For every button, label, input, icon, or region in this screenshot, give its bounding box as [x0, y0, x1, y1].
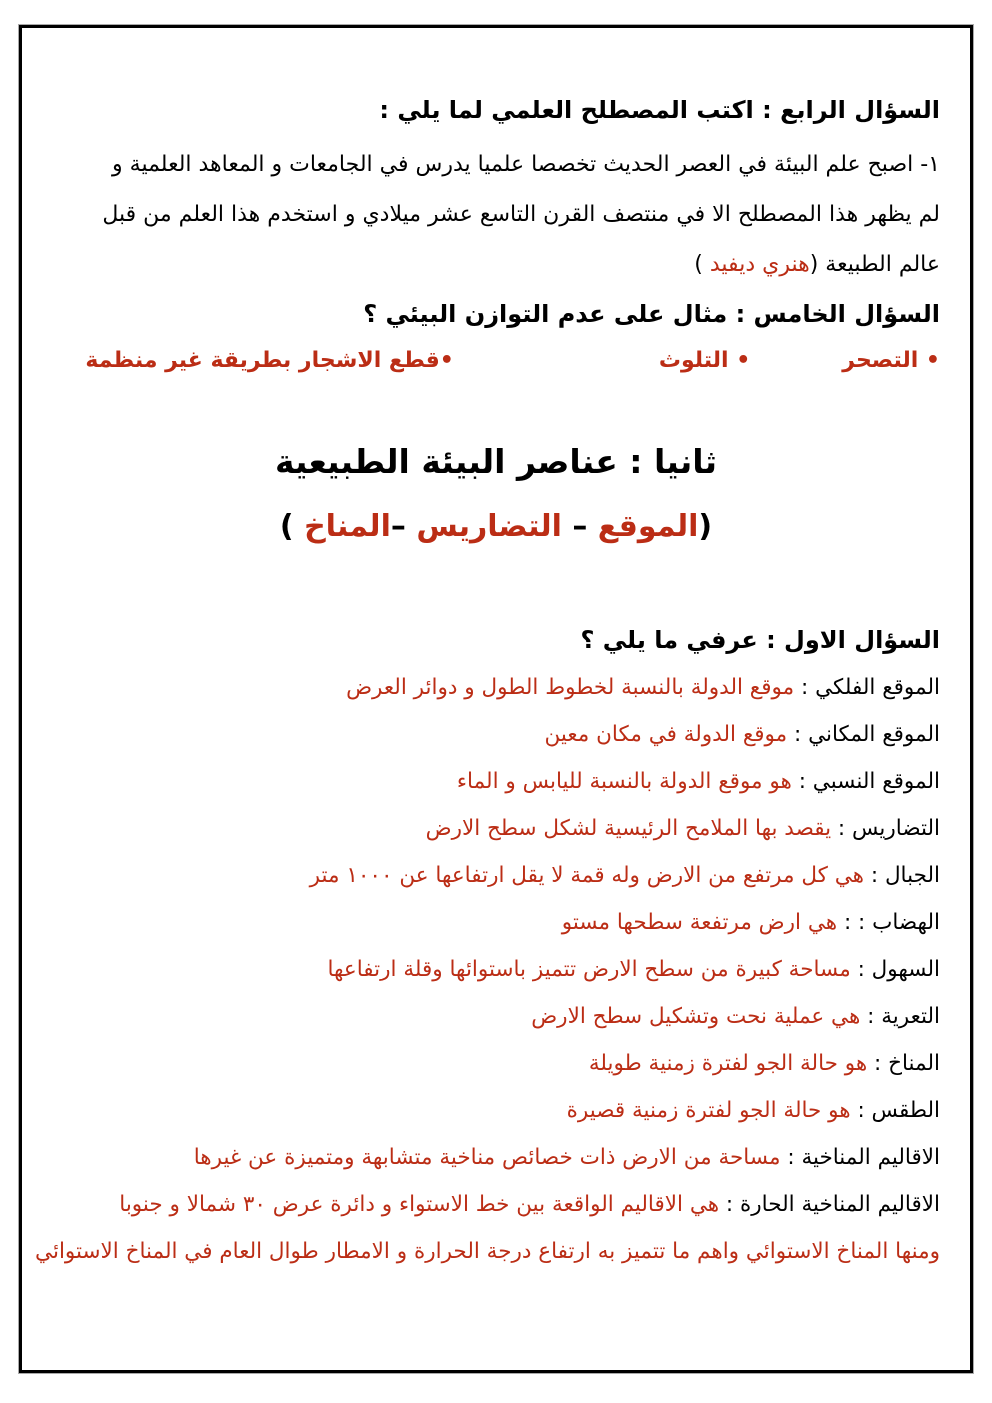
definition-separator: :: [791, 769, 813, 794]
definition-term: الموقع النسبي: [812, 769, 940, 794]
section-title: ثانيا : عناصر البيئة الطبيعية: [274, 442, 718, 481]
question4-body-line-2: لم يظهر هذا المصطلح الا في منتصف القرن التاسع عشر ميلادي و استخدم هذا العلم من قبل: [102, 202, 940, 227]
definition-row-terrain: [52, 805, 940, 852]
definition-separator: :: [850, 957, 872, 982]
question5-heading: السؤال الخامس : مثال على عدم التوازن البيئي ؟: [363, 300, 940, 328]
definition-text: هو حالة الجو لفترة زمنية قصيرة: [566, 1098, 851, 1123]
subtitle-item-location: الموقع: [597, 509, 699, 544]
definition-text: مساحة كبيرة من سطح الارض تتميز باستوائها وقلة ارتفاعها: [327, 957, 851, 982]
definition-text: يقصد بها الملامح الرئيسية لشكل سطح الارض: [425, 816, 832, 841]
definition-continuation-line: ومنها المناخ الاستوائي واهم ما تتميز به ارتفاع درجة الحرارة و الامطار طوال العام في المناخ الاستوائي: [35, 1239, 940, 1264]
answer-prefix: عالم الطبيعة (: [809, 252, 940, 277]
question5-option-deforestation: •قطع الاشجار بطريقة غير منظمة: [85, 348, 454, 373]
definition-text: هي كل مرتفع من الارض وله قمة لا يقل ارتفاعها عن ١٠٠٠ متر: [309, 863, 865, 888]
definition-row-erosion: [52, 993, 940, 1040]
definition-term: التعرية: [881, 1004, 940, 1029]
question4-heading: السؤال الرابع : اكتب المصطلح العلمي لما يلي :: [379, 96, 940, 124]
definition-term: المناخ: [888, 1051, 940, 1076]
definition-text: هو حالة الجو لفترة زمنية طويلة: [588, 1051, 868, 1076]
definition-term: الجبال: [884, 863, 940, 888]
definition-separator: :: [719, 1192, 741, 1217]
definition-separator: : :: [837, 910, 873, 935]
definition-row-climatic-regions: [52, 1134, 940, 1181]
section-subtitle: [52, 500, 940, 554]
definition-separator: :: [850, 1098, 872, 1123]
definition-separator: :: [864, 863, 885, 888]
definition-row-plateaus: [52, 899, 940, 946]
definition-term: الاقاليم المناخية: [801, 1145, 940, 1170]
question4-answer-line: [52, 240, 940, 290]
definition-separator: :: [867, 1051, 889, 1076]
subtitle-item-climate: المناخ: [304, 509, 391, 544]
definition-row-relative-location: [52, 758, 940, 805]
scientist-name-answer: هنري ديفيد: [709, 252, 810, 277]
definition-separator: :: [831, 816, 853, 841]
definition-separator: :: [780, 1145, 802, 1170]
definition-separator: :: [860, 1004, 882, 1029]
definition-separator: :: [787, 722, 809, 747]
definition-separator: :: [794, 675, 816, 700]
definition-text: هي عملية نحت وتشكيل سطح الارض: [531, 1004, 861, 1029]
question1-heading: السؤال الاول : عرفي ما يلي ؟: [580, 626, 940, 654]
definition-row-climate: [52, 1040, 940, 1087]
subtitle-item-terrain: التضاريس: [416, 509, 562, 544]
subtitle-dash-1: –: [561, 509, 598, 544]
definition-term: التضاريس: [852, 816, 940, 841]
definition-term: الموقع الفلكي: [815, 675, 940, 700]
question5-option-pollution: • التلوث: [658, 348, 751, 373]
definition-row-mountains: [52, 852, 940, 899]
definition-term: السهول: [871, 957, 940, 982]
definition-row-hot-climatic-regions: [52, 1181, 940, 1228]
definition-text: هو موقع الدولة بالنسبة لليابس و الماء: [456, 769, 792, 794]
question4-body-line-1: ١- اصبح علم البيئة في العصر الحديث تخصصا علميا يدرس في الجامعات و المعاهد العلمية و: [112, 152, 940, 177]
definition-row-spatial-location: [52, 711, 940, 758]
definition-text: موقع الدولة في مكان معين: [544, 722, 788, 747]
definition-row-weather: [52, 1087, 940, 1134]
definition-row-astronomical-location: [52, 664, 940, 711]
definition-term: الهضاب: [872, 910, 940, 935]
definition-row-plains: [52, 946, 940, 993]
subtitle-dash-2: –: [390, 509, 417, 544]
definition-text: مساحة من الارض ذات خصائص مناخية متشابهة ومتميزة عن غيرها: [193, 1145, 781, 1170]
question5-options-row: [52, 340, 940, 382]
subtitle-open-paren: (: [698, 509, 713, 544]
answer-suffix: ): [694, 252, 710, 277]
definition-text: موقع الدولة بالنسبة لخطوط الطول و دوائر العرض: [346, 675, 795, 700]
page-border-frame: [19, 25, 973, 1373]
definition-term: الطقس: [871, 1098, 940, 1123]
definition-term: الموقع المكاني: [808, 722, 940, 747]
subtitle-close-paren: ): [279, 509, 305, 544]
definition-term: الاقاليم المناخية الحارة: [740, 1192, 940, 1217]
definition-text: هي الاقاليم الواقعة بين خط الاستواء و دائرة عرض ٣٠ شمالا و جنوبا: [119, 1192, 720, 1217]
definition-text: هي ارض مرتفعة سطحها مستو: [561, 910, 838, 935]
question5-option-desertification: • التصحر: [842, 348, 940, 373]
